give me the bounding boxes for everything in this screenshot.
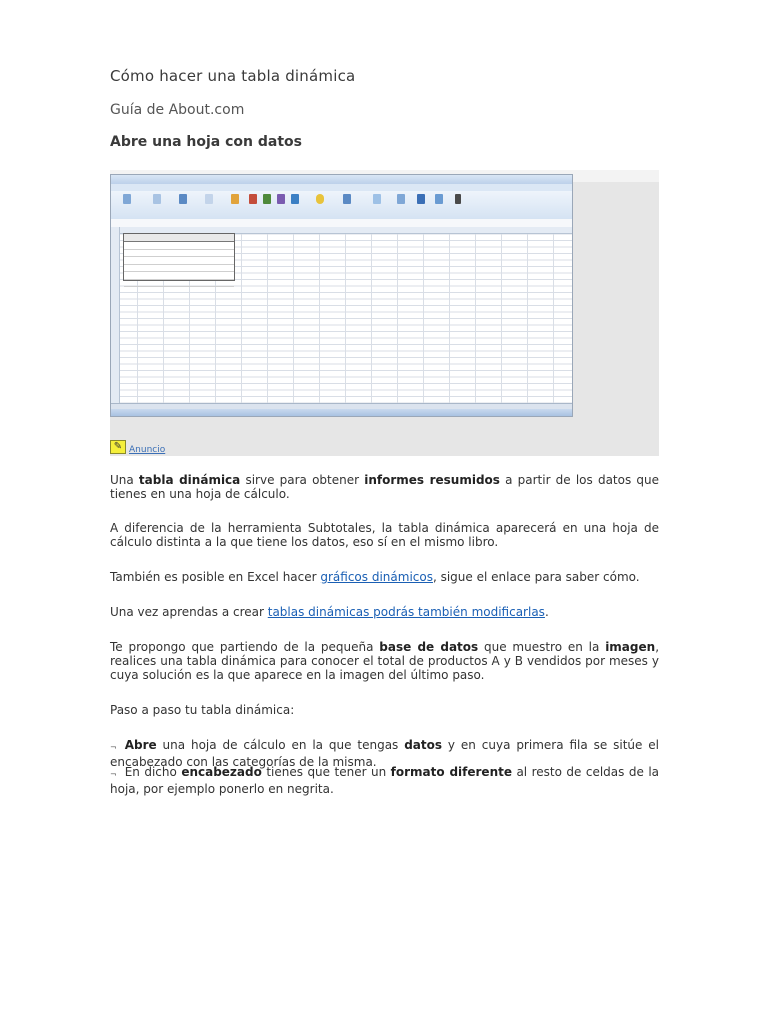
bullet-icon: ¬ bbox=[110, 770, 117, 779]
paragraph-1: Una tabla dinámica sirve para obtener informes resumidos a partir de los datos que tienes en una hoja de cálculo. bbox=[110, 473, 660, 501]
excel-data-table bbox=[123, 233, 235, 281]
paragraph-6: Paso a paso tu tabla dinámica: bbox=[110, 703, 295, 717]
ad-link[interactable]: Anuncio bbox=[129, 445, 166, 455]
ad-marker-icon[interactable]: ✎ bbox=[110, 440, 126, 454]
excel-status-bar bbox=[111, 409, 572, 416]
excel-title-bar bbox=[111, 175, 572, 184]
paragraph-2: A diferencia de la herramienta Subtotales, la tabla dinámica aparecerá en una hoja de cálculo distinta a la que tiene los datos, eso sí en el mismo libro. bbox=[110, 521, 659, 549]
link-tablas-dinamicas[interactable]: tablas dinámicas podrás también modificarlas bbox=[267, 605, 545, 619]
paragraph-5: Te propongo que partiendo de la pequeña base de datos que muestro en la imagen, realices una tabla dinámica para conocer el total de productos A y B vendidos por meses y cuya solución es la que aparece en la imagen del último paso. bbox=[110, 640, 660, 682]
paragraph-4: Una vez aprendas a crear tablas dinámicas podrás también modificarlas. bbox=[110, 605, 549, 619]
excel-row-headers bbox=[111, 227, 120, 403]
link-graficos-dinamicos[interactable]: gráficos dinámicos bbox=[320, 570, 433, 584]
page-title: Cómo hacer una tabla dinámica bbox=[110, 67, 356, 85]
excel-screenshot-image bbox=[110, 174, 573, 417]
bullet-icon: ¬ bbox=[110, 743, 117, 752]
section-heading: Abre una hoja con datos bbox=[110, 134, 302, 150]
paragraph-3: También es posible en Excel hacer gráficos dinámicos, sigue el enlace para saber cómo. bbox=[110, 570, 640, 584]
excel-screenshot-container bbox=[110, 170, 659, 456]
step-item-1: ¬ Abre una hoja de cálculo en la que tengas datos y en cuya primera fila se sitúe el encabezado con las categorías de la misma. bbox=[110, 738, 659, 769]
excel-ribbon bbox=[111, 191, 572, 220]
step-item-2: ¬ En dicho encabezado tienes que tener un formato diferente al resto de celdas de la hoja, por ejemplo ponerlo en negrita. bbox=[110, 765, 660, 796]
page-subtitle: Guía de About.com bbox=[110, 102, 245, 118]
